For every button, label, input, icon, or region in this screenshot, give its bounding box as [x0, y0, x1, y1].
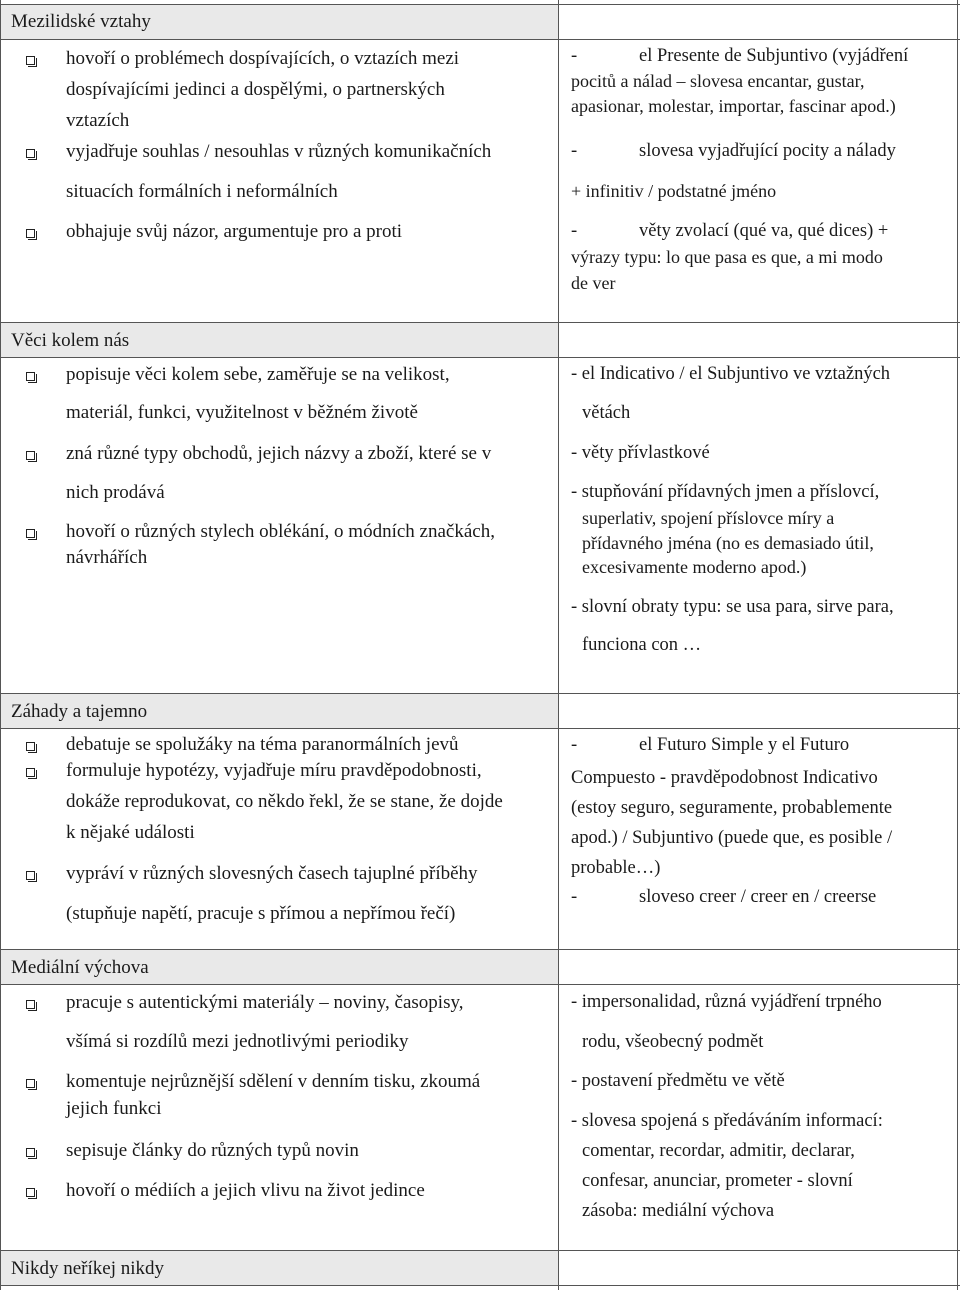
row-divider	[0, 949, 960, 950]
checkbox-bullet-icon	[26, 1188, 35, 1197]
checkbox-bullet-icon	[26, 149, 35, 158]
left-item-line: k nějaké události	[66, 822, 195, 843]
row-divider	[0, 1285, 960, 1286]
table-border-left	[0, 0, 1, 1290]
checkbox-bullet-icon	[26, 529, 35, 538]
checkbox-bullet-icon	[26, 1079, 35, 1088]
right-item-line: slovesa vyjadřující pocity a nálady	[639, 141, 896, 161]
right-item-line: de ver	[571, 273, 616, 293]
left-item-line: (stupňuje napětí, pracuje s přímou a nepřímou řečí)	[66, 903, 456, 924]
row-divider	[0, 4, 960, 5]
dash-marker: -	[571, 141, 578, 161]
left-item-line: debatuje se spolužáky na téma paranormálních jevů	[66, 734, 459, 755]
section-title: Mezilidské vztahy	[11, 11, 151, 32]
left-item-line: dokáže reprodukovat, co někdo řekl, že se stane, že dojde	[66, 791, 503, 812]
left-item-line: vypráví v různých slovesných časech tajuplné příběhy	[66, 863, 478, 884]
section-title: Věci kolem nás	[11, 330, 130, 351]
row-divider	[0, 357, 960, 358]
right-item-line: el Futuro Simple y el Futuro	[639, 735, 850, 755]
right-item-line: pocitů a nálad – slovesa encantar, gustar,	[571, 71, 865, 91]
left-item-line: jejich funkci	[66, 1098, 162, 1119]
left-item-line: sepisuje články do různých typů novin	[66, 1140, 359, 1161]
right-item-line: - slovní obraty typu: se usa para, sirve para,	[571, 597, 894, 617]
right-item-line: zásoba: mediální výchova	[582, 1201, 775, 1221]
right-item-line: rodu, všeobecný podmět	[582, 1032, 764, 1052]
right-item-line: - slovesa spojená s předáváním informací:	[571, 1111, 883, 1131]
checkbox-bullet-icon	[26, 1000, 35, 1009]
left-item-line: formuluje hypotézy, vyjadřuje míru pravděpodobnosti,	[66, 760, 482, 781]
dash-marker: -	[571, 221, 578, 241]
right-item-line: excesivamente moderno apod.)	[582, 557, 807, 577]
right-item-line: výrazy typu: lo que pasa es que, a mi modo	[571, 247, 883, 267]
section-title: Nikdy neříkej nikdy	[11, 1258, 165, 1279]
right-item-line: sloveso creer / creer en / creerse	[639, 887, 877, 907]
row-divider	[0, 1250, 960, 1251]
right-item-line: funciona con …	[582, 635, 702, 655]
table-border-right	[957, 0, 958, 1290]
right-item-line: comentar, recordar, admitir, declarar,	[582, 1141, 855, 1161]
row-divider	[0, 728, 960, 729]
row-divider	[0, 322, 960, 323]
row-divider	[0, 693, 960, 694]
left-item-line: nich prodává	[66, 482, 165, 503]
left-item-line: komentuje nejrůznější sdělení v denním tisku, zkoumá	[66, 1071, 481, 1092]
left-item-line: vyjadřuje souhlas / nesouhlas v různých komunikačních	[66, 141, 492, 162]
row-divider	[0, 984, 960, 985]
left-item-line: návrhářích	[66, 547, 148, 568]
checkbox-bullet-icon	[26, 871, 35, 880]
dash-marker: -	[571, 735, 578, 755]
checkbox-bullet-icon	[26, 56, 35, 65]
right-item-line: el Presente de Subjuntivo (vyjádření	[639, 46, 909, 66]
left-item-line: vztazích	[66, 110, 130, 131]
left-item-line: hovoří o různých stylech oblékání, o módních značkách,	[66, 521, 495, 542]
right-item-line: větách	[582, 403, 631, 423]
checkbox-bullet-icon	[26, 372, 35, 381]
right-item-line: - el Indicativo / el Subjuntivo ve vztažných	[571, 364, 891, 384]
right-item-line: - postavení předmětu ve větě	[571, 1071, 785, 1091]
right-item-line: (estoy seguro, seguramente, probablemente	[571, 798, 893, 818]
right-item-line: confesar, anunciar, prometer - slovní	[582, 1171, 853, 1191]
right-item-line: - věty přívlastkové	[571, 443, 710, 463]
left-item-line: hovoří o médiích a jejich vlivu na život jedince	[66, 1180, 425, 1201]
checkbox-bullet-icon	[26, 451, 35, 460]
checkbox-bullet-icon	[26, 1148, 35, 1157]
checkbox-bullet-icon	[26, 768, 35, 777]
right-item-line: superlativ, spojení příslovce míry a	[582, 508, 835, 528]
left-item-line: popisuje věci kolem sebe, zaměřuje se na velikost,	[66, 364, 450, 385]
left-item-line: materiál, funkci, využitelnost v běžném životě	[66, 402, 418, 423]
section-title: Mediální výchova	[11, 957, 149, 978]
left-item-line: hovoří o problémech dospívajících, o vztazích mezi	[66, 48, 460, 69]
checkbox-bullet-icon	[26, 742, 35, 751]
row-divider	[0, 39, 960, 40]
dash-marker: -	[571, 46, 578, 66]
checkbox-bullet-icon	[26, 229, 35, 238]
right-item-line: apod.) / Subjuntivo (puede que, es posible /	[571, 828, 893, 848]
left-item-line: všímá si rozdílů mezi jednotlivými periodiky	[66, 1031, 409, 1052]
dash-marker: -	[571, 887, 578, 907]
right-item-line: přídavného jména (no es demasiado útil,	[582, 533, 874, 553]
left-item-line: pracuje s autentickými materiály – noviny, časopisy,	[66, 992, 464, 1013]
section-title: Záhady a tajemno	[11, 701, 148, 722]
column-divider	[558, 0, 559, 1290]
left-item-line: dospívajícími jedinci a dospělými, o partnerských	[66, 79, 445, 100]
left-item-line: zná různé typy obchodů, jejich názvy a zboží, které se v	[66, 443, 492, 464]
right-item-line: apasionar, molestar, importar, fascinar apod.)	[571, 96, 896, 116]
right-item-line: Compuesto - pravděpodobnost Indicativo	[571, 768, 878, 788]
right-item-line: probable…)	[571, 858, 661, 878]
right-item-line: - stupňování přídavných jmen a příslovcí,	[571, 482, 880, 502]
left-item-line: situacích formálních i neformálních	[66, 181, 338, 202]
right-item-line: + infinitiv / podstatné jméno	[571, 181, 777, 201]
right-item-line: věty zvolací (qué va, qué dices) +	[639, 221, 889, 241]
left-item-line: obhajuje svůj názor, argumentuje pro a proti	[66, 221, 403, 242]
right-item-line: - impersonalidad, různá vyjádření trpného	[571, 992, 882, 1012]
